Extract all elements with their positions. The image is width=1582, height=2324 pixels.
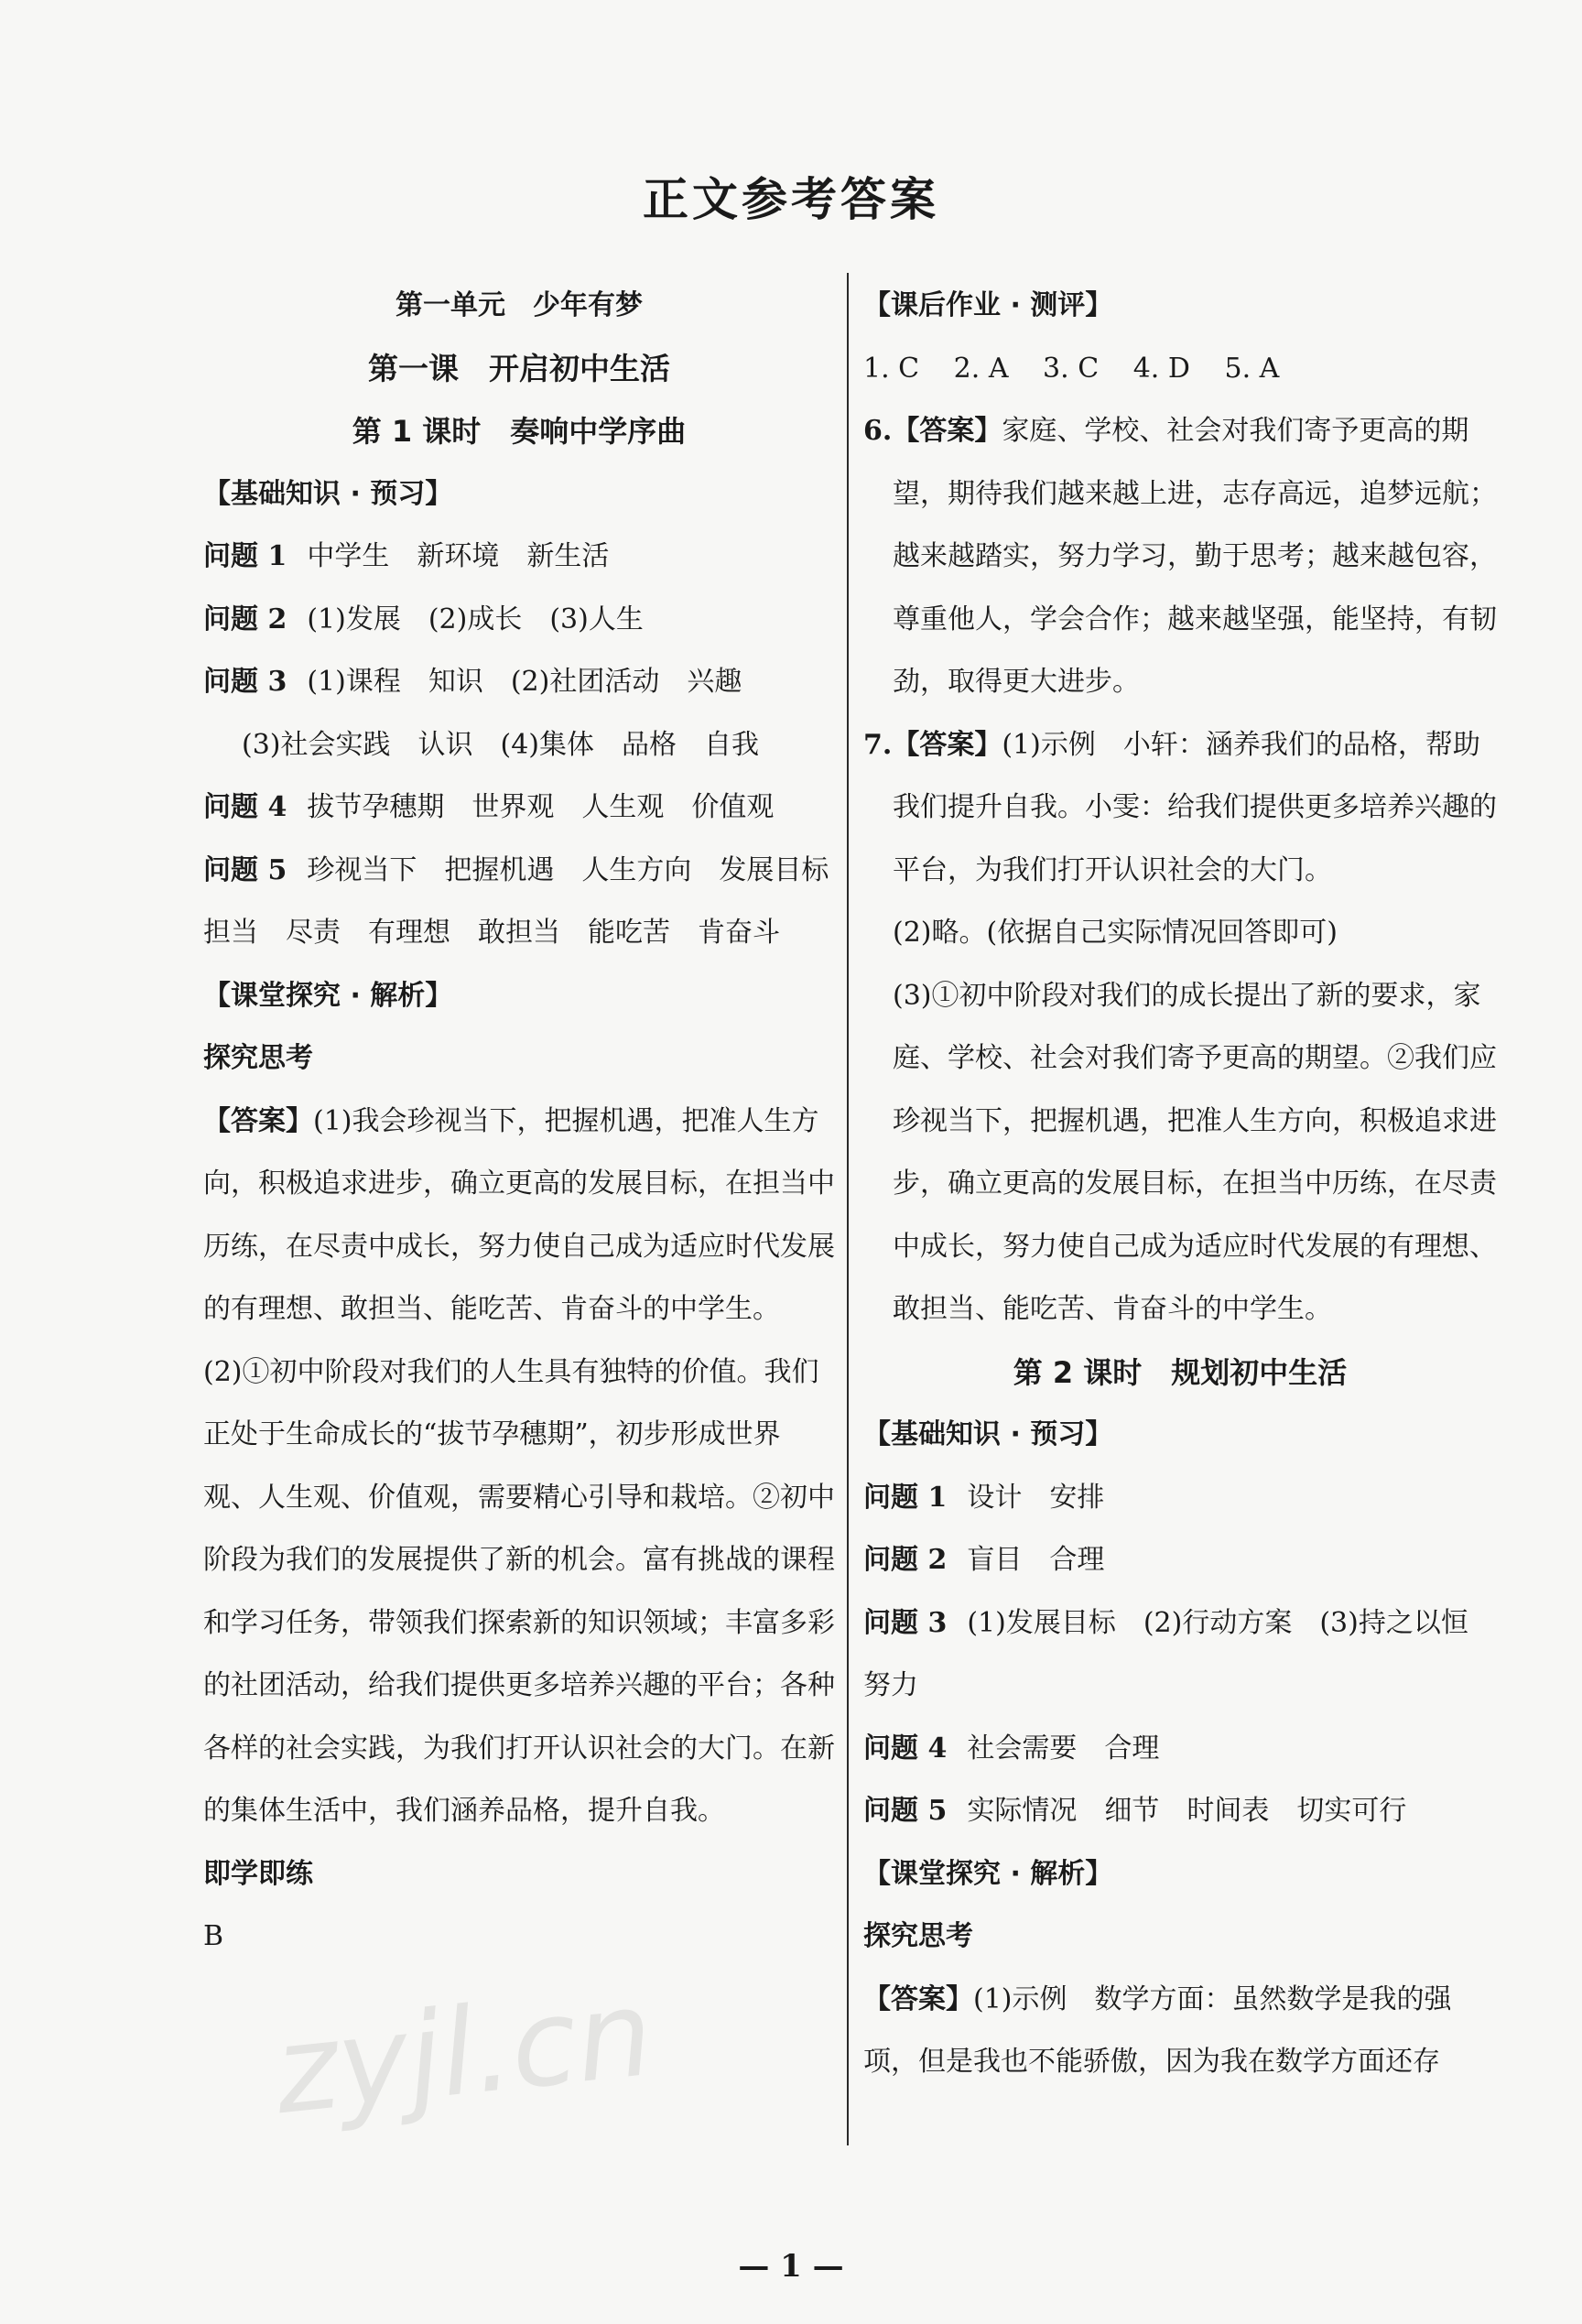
q-answer: (1)课程 知识 (2)社团活动 兴趣 [307,666,742,698]
question-1 [203,526,835,589]
think-heading-2: 探究思考 [863,1920,973,1952]
unit-heading: 第一单元 少年有梦 [396,289,643,321]
watermark: zyjl.cn [268,1962,659,2142]
q-answer: 珍视当下 把握机遇 人生方向 发展目标 担当 尽责 有理想 敢担当 能吃苦 肯奋斗 [203,853,857,949]
mc-answer: 3. C [1043,352,1100,385]
q-answer: 实际情况 细节 时间表 切实可行 [967,1795,1407,1827]
practice-answer: B [203,1920,224,1952]
q-label: 问题 2 [863,1544,948,1576]
practice-heading: 即学即练 [203,1857,313,1890]
period-heading: 第 1 课时 奏响中学序曲 [352,414,687,449]
q-label: 问题 1 [203,540,287,572]
lesson-heading: 第一课 开启初中生活 [368,350,670,386]
think-heading: 探究思考 [203,1042,313,1074]
q-answer: 设计 安排 [967,1481,1105,1514]
q-answer: 盲目 合理 [967,1544,1105,1576]
q-answer: 中学生 新环境 新生活 [307,540,610,572]
right-column [863,275,1497,2094]
q-label: 问题 5 [203,853,287,886]
question-4 [203,776,835,840]
question-2 [203,589,835,652]
section-basic-2: 【基础知识 · 预习】 [863,1418,1113,1450]
question-1 [863,1467,1497,1530]
answer-7-1 [863,714,1497,903]
q-answer: 拔节孕穗期 世界观 人生观 价值观 [307,791,775,823]
answer-tag: 【答案】 [863,1982,973,2015]
answer-1 [203,1091,835,1341]
section-homework: 【课后作业 · 测评】 [863,289,1113,321]
section-explore-2: 【课堂探究 · 解析】 [863,1857,1113,1890]
mc-answer: 2. A [953,352,1009,385]
page-number: — 1 — [738,2248,844,2285]
q-label: 问题 5 [863,1795,948,1827]
question-3 [203,651,835,714]
period-2-heading: 第 2 课时 规划初中生活 [1013,1354,1348,1390]
question-number: 6. [863,415,893,447]
answer-tag: 【答案】 [203,1104,313,1137]
answer-2: (2)①初中阶段对我们的人生具有独特的价值。我们正处于生命成长的“拔节孕穗期”，初步形成世界观、人生观、价值观，需要精心引导和栽培。②初中阶段为我们的发展提供了新的机会。富有挑战的课程和学习任务，带领我们探索新的知识领域；丰富多彩的社团活动，给我们提供更多培养兴趣的平台；各种各样的社会实践，为我们打开认识社会的大门。在新的集体生活中，我们涵养品格，提升自我。 [203,1355,835,1827]
q-label: 问题 2 [203,603,287,635]
q-label: 问题 3 [863,1606,948,1639]
question-number: 7. [863,728,893,761]
answer-plan [863,1969,1497,2094]
answer-7-2: (2)略。(依据自己实际情况回答即可) [893,917,1338,949]
q-label: 问题 4 [863,1732,948,1765]
question-4 [863,1718,1497,1781]
answer-7-3: (3)①初中阶段对我们的成长提出了新的要求，家庭、学校、社会对我们寄予更高的期望。②我们应珍视当下，把握机遇，把准人生方向，积极追求进步，确立更高的发展目标，在担当中历练，在尽责中成长，努力使自己成为适应时代发展的有理想、敢担当、能吃苦、肯奋斗的中学生。 [893,979,1497,1325]
page-title: 正文参考答案 [643,173,939,226]
q-answer: (1)发展 (2)成长 (3)人生 [307,603,644,635]
q-label: 问题 3 [203,666,287,698]
answer-text: (1)示例 小轩：涵养我们的品格，帮助我们提升自我。小雯：给我们提供更多培养兴趣的平台，为我们打开认识社会的大门。 [893,728,1497,886]
answer-text: 家庭、学校、社会对我们寄予更高的期望，期待我们越来越上进，志存高远，追梦远航；越来越踏实，努力学习，勤于思考；越来越包容，尊重他人，学会合作；越来越坚强，能坚持，有韧劲，取得更大进步。 [893,415,1497,698]
question-3 [863,1592,1497,1718]
question-5 [203,840,857,965]
q-label: 问题 4 [203,791,287,823]
left-column [203,275,857,1969]
section-explore: 【课堂探究 · 解析】 [203,979,453,1012]
q-answer: 社会需要 合理 [967,1732,1160,1765]
q-answer: (1)发展目标 (2)行动方案 (3)持之以恒 努力 [863,1606,1496,1701]
section-basic: 【基础知识 · 预习】 [203,477,453,510]
mc-answer: 5. A [1224,352,1280,385]
question-3-cont: (3)社会实践 认识 (4)集体 品格 自我 [242,728,759,761]
answer-6 [863,400,1497,714]
mc-answers [863,338,1497,401]
answer-tag: 【答案】 [892,415,1002,447]
mc-answer: 1. C [863,352,920,385]
answer-text: (1)我会珍视当下，把握机遇，把准人生方向，积极追求进步，确立更高的发展目标，在担当中历练，在尽责中成长，努力使自己成为适应时代发展的有理想、敢担当、能吃苦、肯奋斗的中学生。 [203,1104,835,1325]
answer-tag: 【答案】 [892,728,1002,761]
answer-text: (1)示例 数学方面：虽然数学是我的强项，但是我也不能骄傲，因为我在数学方面还存 [863,1982,1452,2078]
column-divider [847,273,849,2145]
question-5 [863,1780,1497,1843]
q-label: 问题 1 [863,1481,948,1514]
mc-answer: 4. D [1132,352,1190,385]
question-2 [863,1529,1497,1592]
